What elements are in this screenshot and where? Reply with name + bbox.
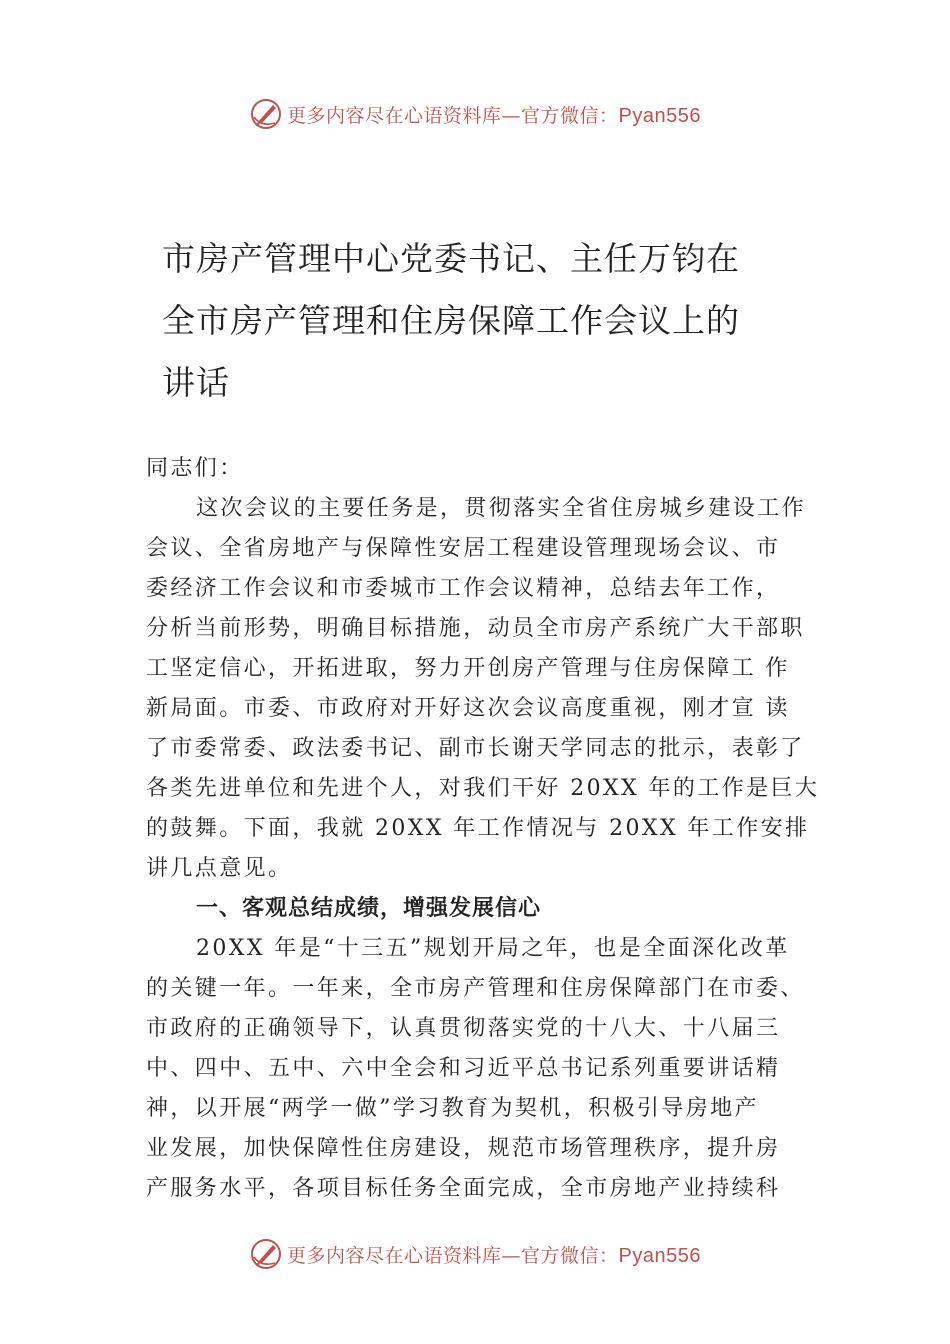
paragraph-line: 市政府的正确领导下，认真贯彻落实党的十八大、十八届三 bbox=[146, 1016, 781, 1041]
paragraph-line: 各类先进单位和先进个人，对我们干好 20XX 年的工作是巨大 bbox=[146, 776, 820, 801]
watermark-text: 更多内容尽在心语资料库—官方微信：Pyan556 bbox=[287, 104, 701, 127]
title-line-2: 全市房产管理和住房保障工作会议上的 bbox=[162, 301, 740, 340]
paragraph-line: 分析当前形势，明确目标措施，动员全市房产系统广大干部职 bbox=[146, 616, 805, 641]
paragraph-line: 的鼓舞。下面，我就 20XX 年工作情况与 20XX 年工作安排 bbox=[146, 816, 810, 841]
title-line-3: 讲话 bbox=[162, 363, 230, 402]
document-body bbox=[146, 449, 836, 1209]
pen-logo-icon bbox=[249, 97, 283, 131]
watermark-header bbox=[0, 94, 950, 134]
paragraph-line: 这次会议的主要任务是，贯彻落实全省住房城乡建设工作 bbox=[196, 496, 807, 521]
paragraph-line: 产服务水平，各项目标任务全面完成，全市房地产业持续科 bbox=[146, 1176, 781, 1201]
paragraph-line: 20XX 年是“十三五”规划开局之年，也是全面深化改革 bbox=[196, 936, 790, 961]
paragraph-line: 了市委常委、政法委书记、副市长谢天学同志的批示，表彰了 bbox=[146, 736, 805, 761]
paragraph-line: 新局面。市委、市政府对开好这次会议高度重视，刚才宣 读 bbox=[146, 696, 790, 721]
paragraph-line: 会议、全省房地产与保障性安居工程建设管理现场会议、市 bbox=[146, 536, 781, 561]
paragraph-1 bbox=[146, 489, 836, 889]
paragraph-line: 委经济工作会议和市委城市工作会议精神，总结去年工作， bbox=[146, 576, 781, 601]
document-title bbox=[162, 228, 802, 414]
paragraph-line: 讲几点意见。 bbox=[146, 856, 293, 881]
watermark-wechat-id: Pyan556 bbox=[618, 1244, 701, 1267]
title-line-1: 市房产管理中心党委书记、主任万钧在 bbox=[162, 239, 740, 278]
section-heading: 一、客观总结成绩，增强发展信心 bbox=[196, 896, 542, 921]
paragraph-line: 神，以开展“两学一做”学习教育为契机，积极引导房地产 bbox=[146, 1096, 759, 1121]
paragraph-line: 的关键一年。一年来，全市房产管理和住房保障部门在市委、 bbox=[146, 976, 805, 1001]
paragraph-line: 工坚定信心，开拓进取，努力开创房产管理与住房保障工 作 bbox=[146, 656, 790, 681]
paragraph-line: 中、四中、五中、六中全会和习近平总书记系列重要讲话精 bbox=[146, 1056, 781, 1081]
pen-logo-icon bbox=[249, 1237, 283, 1271]
watermark-footer bbox=[0, 1234, 950, 1274]
greeting: 同志们： bbox=[146, 456, 244, 481]
watermark-text: 更多内容尽在心语资料库—官方微信：Pyan556 bbox=[287, 1244, 701, 1267]
paragraph-2 bbox=[146, 929, 836, 1209]
paragraph-line: 业发展，加快保障性住房建设，规范市场管理秩序，提升房 bbox=[146, 1136, 781, 1161]
watermark-wechat-id: Pyan556 bbox=[618, 104, 701, 127]
